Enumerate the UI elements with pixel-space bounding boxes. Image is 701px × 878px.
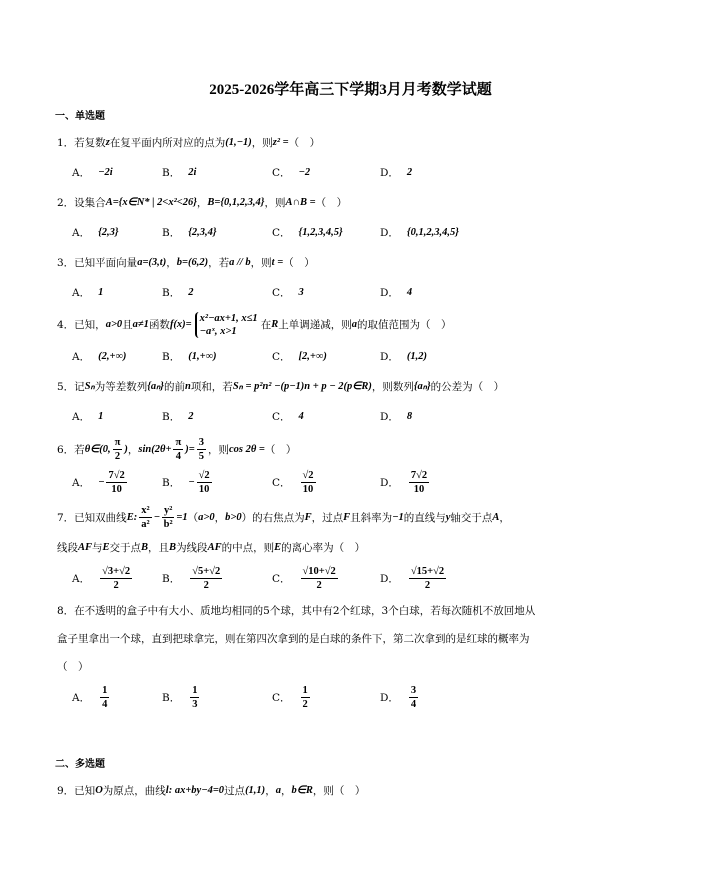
stem-text: （ ） bbox=[288, 137, 321, 149]
numerator: 1 bbox=[302, 685, 308, 696]
stem-text: 7．已知双曲线 bbox=[57, 511, 127, 524]
stem-text: （ ） bbox=[283, 257, 315, 269]
option-value: 2 bbox=[406, 166, 413, 178]
answer-option bbox=[72, 285, 162, 300]
stem-text: 的中点，则 bbox=[221, 542, 275, 554]
stem-text: ，若 bbox=[208, 257, 230, 269]
math-expression: θ∈(0, bbox=[84, 443, 111, 455]
stem-text: 函数 bbox=[148, 319, 170, 331]
options-row bbox=[72, 469, 701, 496]
option-value: {2,3,4} bbox=[188, 226, 217, 238]
fraction bbox=[409, 565, 446, 592]
stem-text: 6．若 bbox=[57, 443, 85, 456]
math-expression: (1,1) bbox=[245, 785, 266, 796]
answer-option bbox=[72, 684, 162, 711]
stem-text: 9．已知 bbox=[57, 785, 96, 797]
question bbox=[57, 600, 701, 711]
math-expression: B bbox=[141, 542, 149, 553]
math-expression: b>0 bbox=[225, 511, 242, 523]
answer-option bbox=[72, 409, 162, 424]
question bbox=[57, 436, 701, 496]
answer-option bbox=[380, 285, 412, 300]
stem-text: ， bbox=[499, 511, 510, 524]
math-expression: a>0 bbox=[198, 511, 215, 523]
answer-option bbox=[380, 225, 459, 240]
math-expression: a // b bbox=[229, 257, 251, 268]
math-expression: a bbox=[275, 785, 281, 796]
denominator: 4 bbox=[175, 451, 181, 462]
option-label: B． bbox=[162, 350, 181, 363]
stem-text: ，则 bbox=[207, 443, 229, 456]
stem-text: 上单调递减，则 bbox=[278, 319, 352, 331]
stem-text: 2．设集合 bbox=[57, 197, 106, 209]
numerator: y² bbox=[163, 505, 173, 516]
fraction bbox=[100, 565, 132, 592]
answer-option bbox=[72, 225, 162, 240]
math-expression: a=(3,t) bbox=[137, 257, 167, 268]
question-stem bbox=[57, 192, 701, 214]
answer-option bbox=[272, 165, 380, 180]
math-expression: y bbox=[445, 511, 451, 523]
option-label: B． bbox=[162, 573, 181, 585]
denominator: 10 bbox=[302, 484, 314, 495]
stem-text: ，则 bbox=[251, 137, 273, 149]
stem-text: 且 bbox=[122, 319, 133, 331]
option-label: D． bbox=[380, 477, 399, 489]
math-expression: n bbox=[184, 381, 191, 392]
numerator: 3 bbox=[198, 437, 204, 448]
option-value: −2i bbox=[98, 166, 113, 178]
option-value: (1,2) bbox=[406, 350, 428, 362]
math-expression: Sₙ = p²n² −(p−1)n + p − 2(p∈R) bbox=[232, 381, 372, 392]
stem-text: 的取值范围为（ ） bbox=[356, 319, 452, 331]
option-value: 2 bbox=[188, 286, 194, 298]
stem-text: （ ） bbox=[315, 197, 348, 209]
answer-option bbox=[162, 165, 272, 180]
option-label: C． bbox=[272, 350, 291, 363]
question bbox=[57, 192, 701, 244]
option-value: 3 bbox=[298, 286, 304, 298]
answer-option bbox=[272, 684, 380, 711]
stem-text: 项和，若 bbox=[190, 381, 233, 393]
option-value: {2,3} bbox=[98, 226, 119, 238]
answer-option bbox=[380, 165, 412, 180]
numerator: 1 bbox=[192, 685, 198, 696]
question-stem bbox=[57, 628, 701, 650]
numerator: x² bbox=[141, 505, 150, 516]
stem-text: 3．已知平面向量 bbox=[57, 257, 138, 269]
option-label: A． bbox=[72, 166, 91, 179]
stem-text: ，则 bbox=[250, 257, 272, 269]
math-expression: {aₙ} bbox=[147, 381, 164, 392]
option-value: [2,+∞) bbox=[298, 350, 327, 362]
math-expression: B bbox=[169, 542, 177, 553]
exam-content bbox=[57, 107, 701, 802]
fraction bbox=[301, 565, 338, 592]
stem-text: ， bbox=[196, 197, 208, 209]
option-label: A． bbox=[72, 410, 91, 423]
math-expression: z bbox=[105, 137, 110, 148]
question-stem bbox=[57, 312, 701, 338]
option-label: B． bbox=[162, 166, 181, 179]
options-row bbox=[72, 344, 701, 368]
piecewise-cases bbox=[195, 312, 258, 338]
denominator: 2 bbox=[302, 699, 308, 710]
option-label: D． bbox=[380, 573, 399, 585]
math-expression: l: ax+by−4=0 bbox=[165, 785, 225, 796]
fraction bbox=[100, 684, 109, 711]
options-row bbox=[72, 565, 701, 592]
case-line: −aˣ, x>1 bbox=[199, 326, 237, 337]
stem-text: 5．记 bbox=[57, 381, 85, 393]
question bbox=[57, 376, 701, 428]
fraction bbox=[162, 504, 174, 531]
numerator: √2 bbox=[302, 470, 314, 481]
stem-text: （ ） bbox=[57, 661, 89, 673]
numerator: 7√2 bbox=[108, 470, 125, 481]
denominator: 2 bbox=[424, 580, 431, 591]
question-stem bbox=[57, 600, 701, 622]
answer-option bbox=[380, 684, 420, 711]
math-expression: E: bbox=[126, 511, 138, 523]
fraction bbox=[409, 684, 418, 711]
stem-text: 的离心率为（ ） bbox=[281, 542, 366, 554]
option-label: B． bbox=[162, 410, 181, 423]
stem-text: 的直线与 bbox=[403, 511, 446, 524]
stem-text: 4．已知， bbox=[57, 319, 106, 331]
stem-text: 在复平面内所对应的点为 bbox=[109, 137, 226, 149]
math-expression: F bbox=[343, 511, 351, 523]
option-label: A． bbox=[72, 226, 91, 239]
stem-text: 1．若复数 bbox=[57, 137, 106, 149]
option-label: B． bbox=[162, 692, 181, 704]
option-label: D． bbox=[380, 350, 399, 363]
option-value: 2 bbox=[188, 410, 194, 422]
math-expression: b∈R bbox=[291, 785, 313, 796]
numerator: √10+√2 bbox=[302, 566, 336, 577]
math-expression: O bbox=[95, 785, 103, 796]
question bbox=[57, 312, 701, 368]
math-expression: ) bbox=[124, 443, 128, 455]
answer-option bbox=[162, 225, 272, 240]
math-expression: a>0 bbox=[105, 319, 123, 330]
stem-text: 轴交于点 bbox=[450, 511, 493, 524]
option-value: {1,2,3,4,5} bbox=[298, 226, 343, 238]
question-stem bbox=[57, 252, 701, 274]
fraction bbox=[190, 565, 222, 592]
answer-option bbox=[72, 469, 162, 496]
stem-text: 的前 bbox=[163, 381, 185, 393]
answer-option bbox=[272, 469, 380, 496]
math-expression: E bbox=[274, 542, 282, 553]
option-value: {0,1,2,3,4,5} bbox=[406, 226, 459, 238]
math-expression: Sₙ bbox=[84, 381, 95, 392]
fraction bbox=[190, 684, 199, 711]
math-expression: {aₙ} bbox=[413, 381, 431, 392]
denominator: 10 bbox=[413, 484, 425, 495]
question bbox=[57, 780, 701, 802]
question-stem bbox=[57, 376, 701, 398]
answer-option bbox=[272, 565, 380, 592]
question-stem bbox=[57, 132, 701, 154]
question bbox=[57, 504, 701, 592]
answer-option bbox=[162, 409, 272, 424]
stem-text: ，且 bbox=[148, 542, 170, 554]
numerator: √15+√2 bbox=[410, 566, 445, 577]
stem-text: ）的右焦点为 bbox=[241, 511, 305, 524]
numerator: 1 bbox=[102, 685, 108, 696]
option-label: C． bbox=[272, 286, 291, 299]
answer-option bbox=[162, 684, 272, 711]
numerator: √5+√2 bbox=[192, 566, 221, 577]
answer-option bbox=[272, 349, 380, 364]
option-label: D． bbox=[380, 410, 399, 423]
stem-text: ，过点 bbox=[311, 511, 344, 524]
stem-text: 在 bbox=[260, 319, 272, 331]
minus-sign: − bbox=[188, 477, 195, 488]
math-expression: =1 bbox=[176, 511, 188, 523]
minus-sign: − bbox=[98, 477, 105, 488]
section-heading: 二、多选题 bbox=[55, 759, 105, 770]
options-row bbox=[72, 280, 701, 304]
denominator: a² bbox=[141, 519, 150, 530]
question bbox=[57, 252, 701, 304]
numerator: √3+√2 bbox=[102, 566, 131, 577]
stem-text: 盒子里拿出一个球，直到把球拿完，则在第四次拿到的是白球的条件下，第二次拿到的是红球的概率为 bbox=[57, 633, 530, 645]
option-label: B． bbox=[162, 226, 181, 239]
stem-text: ， bbox=[127, 443, 139, 456]
answer-option bbox=[272, 285, 380, 300]
numerator: √2 bbox=[198, 470, 210, 481]
answer-option bbox=[162, 349, 272, 364]
math-expression: a≠1 bbox=[132, 319, 149, 330]
options-row bbox=[72, 220, 701, 244]
question-stem bbox=[57, 436, 701, 463]
math-expression: cos 2θ = bbox=[228, 443, 265, 455]
stem-text: （ bbox=[187, 511, 199, 524]
option-label: C． bbox=[272, 573, 291, 585]
math-expression: (1,−1) bbox=[225, 137, 252, 148]
math-expression: t = bbox=[271, 257, 284, 268]
stem-text: 线段 bbox=[57, 542, 78, 554]
stem-text: 为线段 bbox=[176, 542, 208, 554]
math-expression: AF bbox=[78, 542, 93, 553]
numerator: 7√2 bbox=[410, 470, 428, 481]
math-expression: sin(2θ+ bbox=[138, 443, 172, 455]
stem-text: ， bbox=[166, 257, 177, 269]
fraction bbox=[301, 684, 310, 711]
options-row bbox=[72, 684, 701, 711]
option-value: 2i bbox=[188, 166, 197, 178]
stem-text: ， bbox=[265, 785, 276, 797]
math-expression: z² = bbox=[272, 137, 289, 148]
answer-option bbox=[162, 285, 272, 300]
option-value: (2,+∞) bbox=[98, 350, 127, 362]
option-label: B． bbox=[162, 286, 181, 299]
option-label: D． bbox=[380, 166, 399, 179]
answer-option bbox=[380, 349, 427, 364]
stem-text: 交于点 bbox=[109, 542, 142, 554]
options-row bbox=[72, 404, 701, 428]
numerator: π bbox=[114, 437, 121, 448]
stem-text: 且斜率为 bbox=[350, 511, 393, 524]
fraction bbox=[113, 436, 123, 463]
denominator: 3 bbox=[192, 699, 198, 710]
options-row bbox=[72, 160, 701, 184]
option-label: C． bbox=[272, 692, 291, 704]
denominator: 5 bbox=[198, 451, 204, 462]
section-heading: 一、单选题 bbox=[55, 111, 105, 122]
stem-text: ，则（ ） bbox=[312, 785, 366, 797]
math-expression: A bbox=[492, 511, 500, 523]
denominator: 2 bbox=[203, 580, 209, 591]
fraction bbox=[106, 469, 126, 496]
answer-option bbox=[380, 565, 448, 592]
question-stem bbox=[57, 537, 701, 559]
option-label: C． bbox=[272, 226, 291, 239]
answer-option bbox=[272, 225, 380, 240]
fraction bbox=[139, 504, 151, 531]
option-value: 4 bbox=[406, 286, 413, 298]
fraction bbox=[173, 436, 183, 463]
answer-option bbox=[380, 469, 431, 496]
answer-option bbox=[162, 469, 272, 496]
fraction bbox=[301, 469, 316, 496]
denominator: 4 bbox=[102, 699, 108, 710]
answer-option bbox=[162, 565, 272, 592]
stem-text: 8．在不透明的盒子中有大小、质地均相同的5个球，其中有2个红球，3个白球，若每次随机不放回地从 bbox=[57, 605, 536, 617]
denominator: 2 bbox=[316, 580, 322, 591]
option-label: C． bbox=[272, 477, 291, 489]
question-stem bbox=[57, 656, 701, 678]
denominator: 2 bbox=[114, 451, 121, 462]
math-expression: − bbox=[153, 511, 160, 523]
numerator: π bbox=[175, 437, 182, 448]
math-expression: A={x∈N* | 2<x²<26} bbox=[105, 197, 197, 208]
math-expression: )= bbox=[185, 443, 195, 455]
option-value: (1,+∞) bbox=[188, 350, 217, 362]
option-label: C． bbox=[272, 410, 291, 423]
denominator: 4 bbox=[410, 699, 417, 710]
stem-text: 为原点，曲线 bbox=[102, 785, 166, 797]
denominator: 10 bbox=[111, 484, 122, 495]
math-expression: E bbox=[102, 542, 110, 553]
option-value: 1 bbox=[98, 286, 104, 298]
math-expression: f(x)= bbox=[169, 319, 192, 330]
case-line: x²−ax+1, x≤1 bbox=[199, 313, 258, 324]
stem-text: 过点 bbox=[224, 785, 246, 797]
math-expression: R bbox=[271, 319, 279, 330]
stem-text: 为等差数列 bbox=[94, 381, 148, 393]
math-expression: −1 bbox=[392, 511, 404, 523]
answer-option bbox=[272, 409, 380, 424]
fraction bbox=[197, 469, 212, 496]
stem-text: ， bbox=[214, 511, 226, 524]
denominator: 2 bbox=[113, 580, 119, 591]
option-label: D． bbox=[380, 286, 399, 299]
fraction bbox=[197, 436, 206, 463]
question-stem bbox=[57, 504, 701, 531]
option-label: D． bbox=[380, 226, 399, 239]
option-label: B． bbox=[162, 477, 181, 489]
option-value: −2 bbox=[298, 166, 311, 178]
option-value: 4 bbox=[298, 410, 304, 422]
answer-option bbox=[72, 165, 162, 180]
stem-text: 的公差为（ ） bbox=[430, 381, 505, 393]
numerator: 3 bbox=[410, 685, 417, 696]
math-expression: B={0,1,2,3,4} bbox=[207, 197, 265, 208]
math-expression: a bbox=[351, 319, 357, 330]
answer-option bbox=[72, 349, 162, 364]
math-expression: b=(6,2) bbox=[176, 257, 209, 268]
fraction bbox=[409, 469, 429, 496]
denominator: b² bbox=[163, 519, 173, 530]
question bbox=[57, 132, 701, 184]
option-value: 8 bbox=[406, 410, 413, 422]
stem-text: （ ） bbox=[264, 443, 297, 456]
stem-text: ，则数列 bbox=[371, 381, 414, 393]
option-label: A． bbox=[72, 573, 91, 585]
stem-text: 与 bbox=[92, 542, 103, 554]
option-label: C． bbox=[272, 166, 291, 179]
option-label: A． bbox=[72, 350, 91, 363]
option-label: A． bbox=[72, 692, 91, 704]
page-title: 2025-2026学年高三下学期3月月考数学试题 bbox=[209, 82, 492, 98]
math-expression: F bbox=[304, 511, 312, 523]
option-label: A． bbox=[72, 286, 91, 299]
math-expression: AF bbox=[207, 542, 222, 553]
math-expression: A∩B = bbox=[285, 197, 316, 208]
question-stem bbox=[57, 780, 701, 802]
stem-text: ，则 bbox=[264, 197, 286, 209]
answer-option bbox=[72, 565, 162, 592]
option-label: D． bbox=[380, 692, 399, 704]
option-label: A． bbox=[72, 477, 91, 489]
denominator: 10 bbox=[198, 484, 210, 495]
stem-text: ， bbox=[280, 785, 292, 797]
option-value: 1 bbox=[98, 410, 104, 422]
answer-option bbox=[380, 409, 412, 424]
